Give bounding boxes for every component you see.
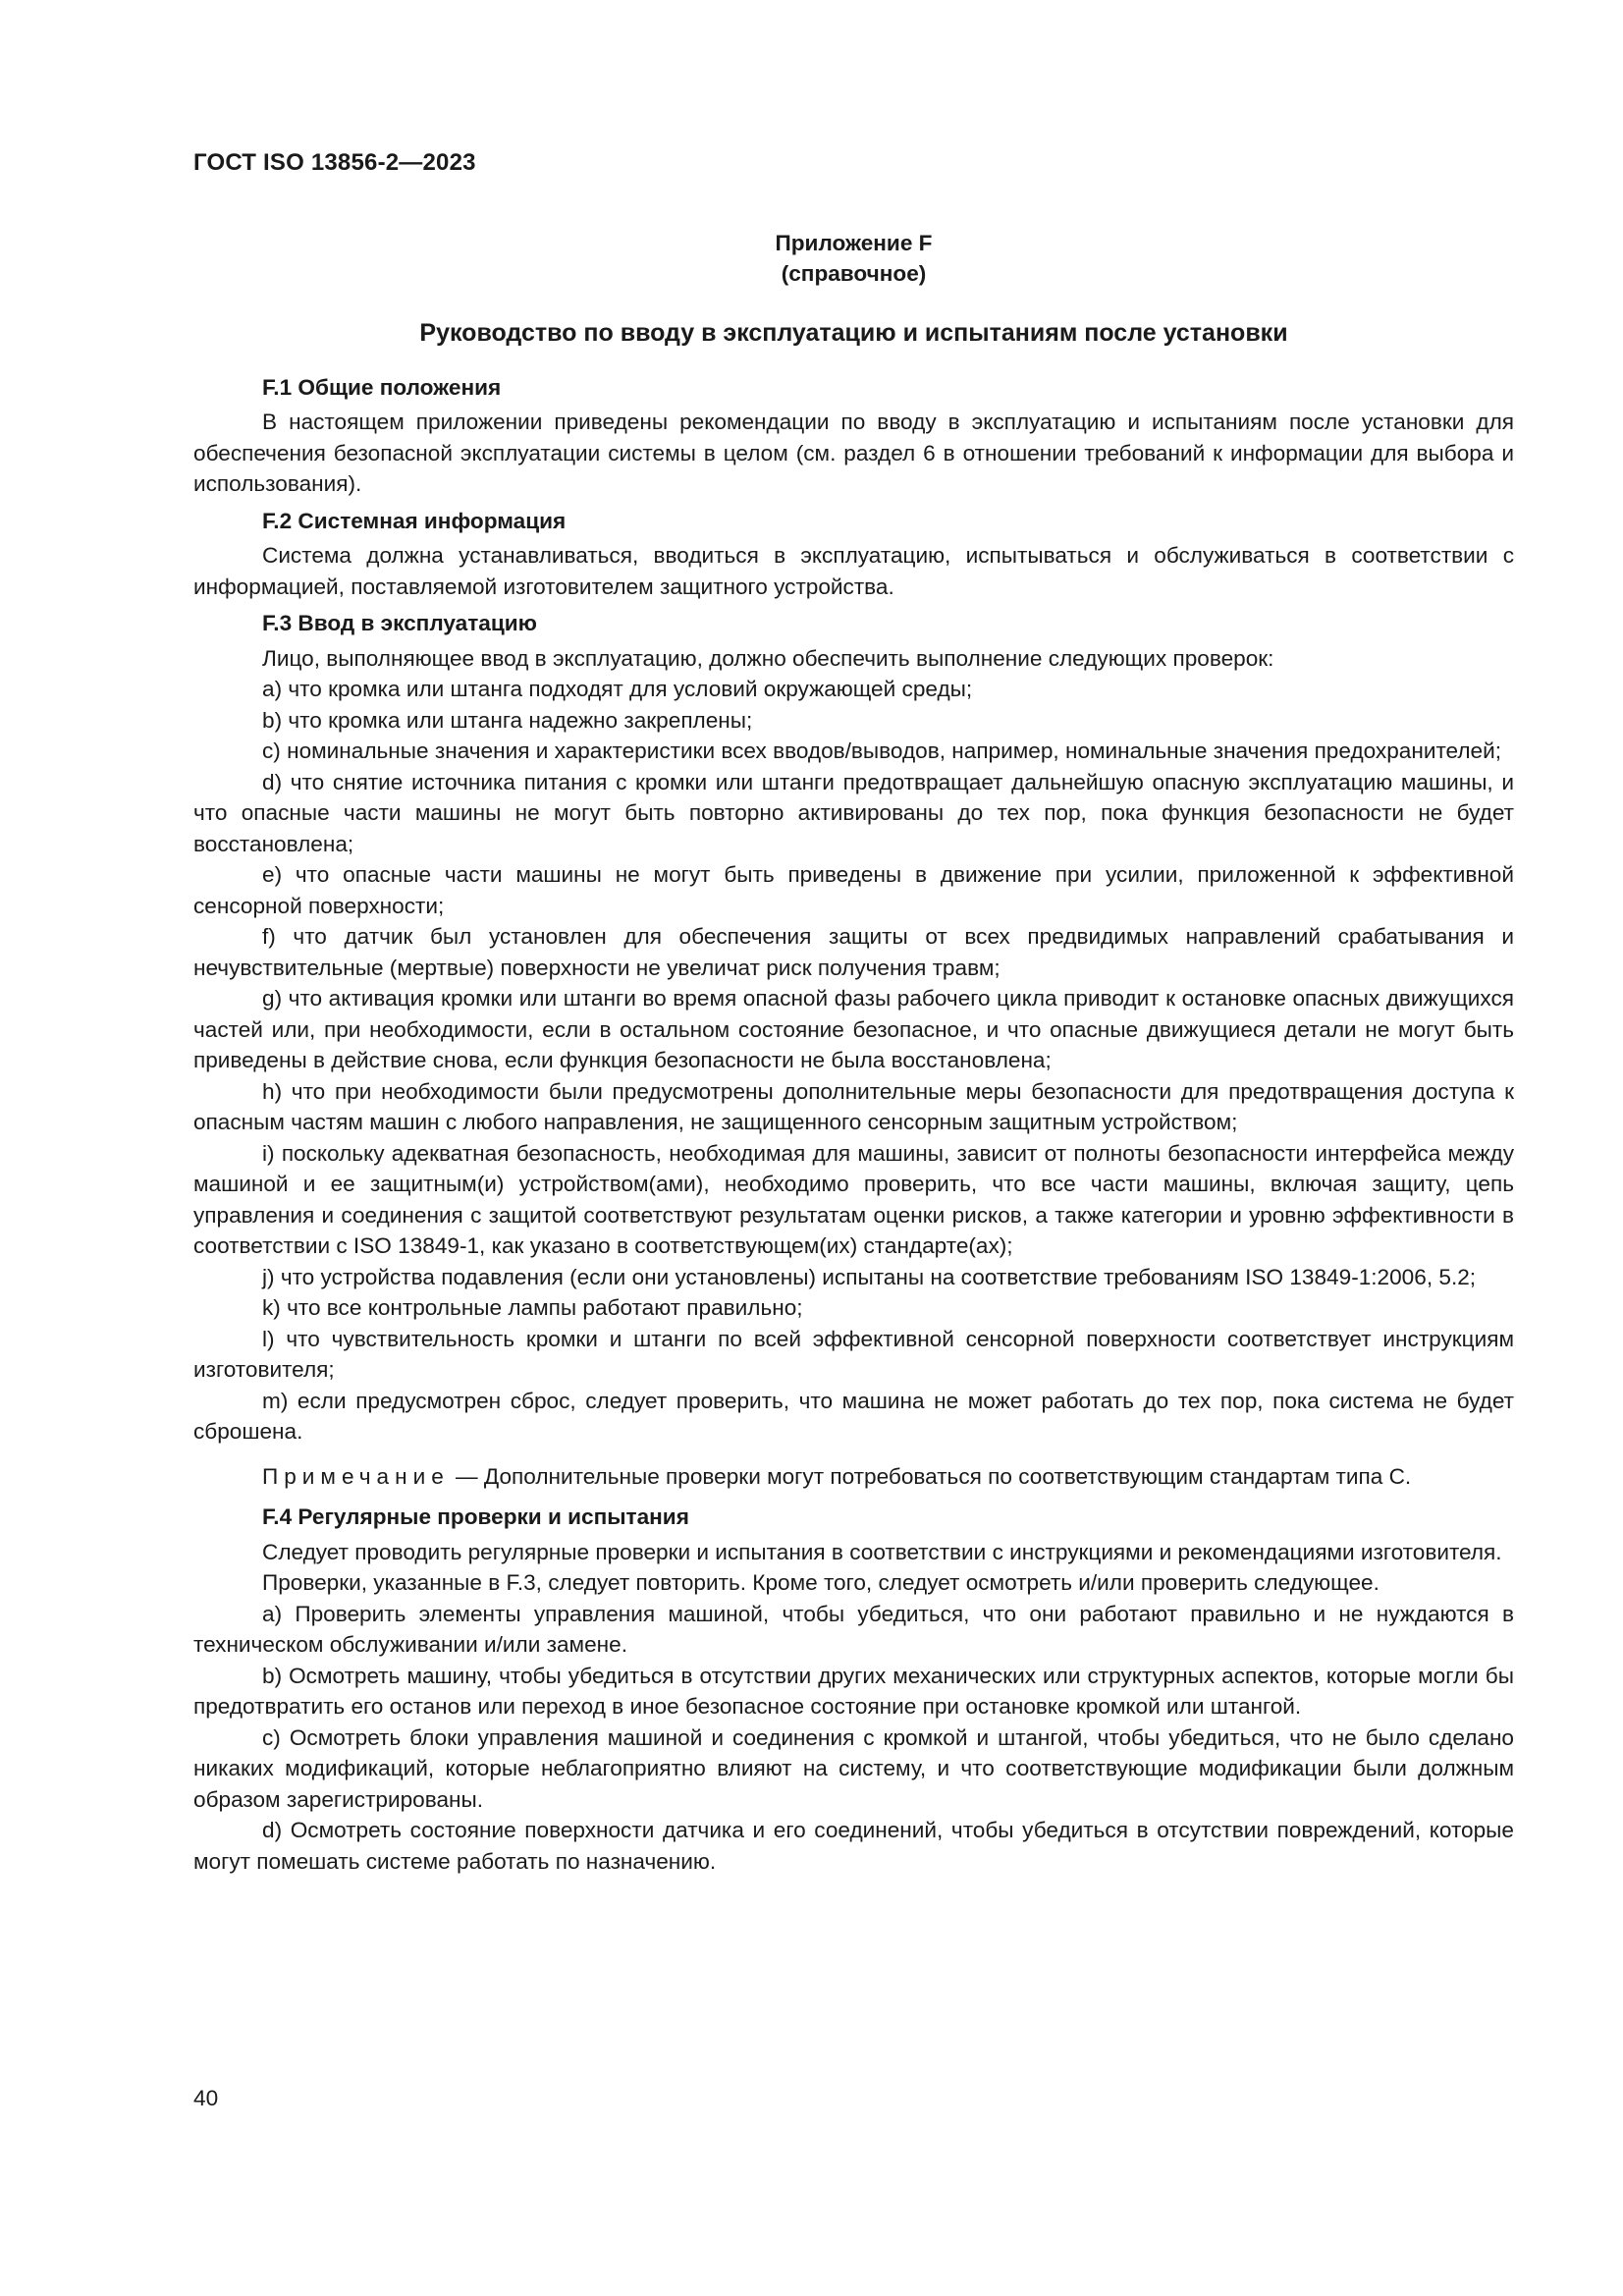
list-item: a) Проверить элементы управления машиной, чтобы убедиться, что они работают правильно и не нуждаются в техническом обслуживании и/или замене. — [193, 1601, 1514, 1657]
list-item: d) Осмотреть состояние поверхности датчика и его соединений, чтобы убедиться в отсутствии повреждений, которые могут помешать системе работать по назначению. — [193, 1818, 1514, 1874]
page-number: 40 — [193, 2086, 219, 2110]
list-item: d) что снятие источника питания с кромки или штанги предотвращает дальнейшую опасную эксплуатацию машины, и что опасные части машины не могут быть повторно активированы до тех пор, пока функция безопасности не будет восстановлена; — [193, 769, 1514, 856]
annex-title: Руководство по вводу в эксплуатацию и испытаниям после установки — [419, 319, 1288, 347]
list-item: c) Осмотреть блоки управления машиной и соединения с кромкой и штангой, чтобы убедиться, что не было сделано никаких модификаций, которые неблагоприятно влияют на систему, и что соответствующие модификации были должным образом зарегистрированы. — [193, 1724, 1514, 1812]
list-item: k) что все контрольные лампы работают правильно; — [262, 1295, 803, 1320]
list-item: h) что при необходимости были предусмотрены дополнительные меры безопасности для предотвращения доступа к опасным частям машин с любого направления, не защищенного сенсорным защитным устройством; — [193, 1078, 1514, 1134]
list-item: j) что устройства подавления (если они установлены) испытаны на соответствие требованиям ISO 13849-1:2006, 5.2; — [262, 1264, 1477, 1289]
annex-label: Приложение F — [775, 231, 933, 255]
list-item: a) что кромка или штанга подходят для условий окружающей среды; — [262, 677, 973, 701]
paragraph: Лицо, выполняющее ввод в эксплуатацию, должно обеспечить выполнение следующих проверок: — [262, 645, 1274, 671]
note — [193, 1461, 1514, 1493]
list-item: b) Осмотреть машину, чтобы убедиться в отсутствии других механических или структурных аспектов, которые могли бы предотвратить его останов или переход в иное безопасное состояние при остановке кромкой или штангой. — [193, 1663, 1514, 1719]
list-item: m) если предусмотрен сброс, следует проверить, что машина не может работать до тех пор, пока система не будет сброшена. — [193, 1388, 1514, 1444]
list-item: e) что опасные части машины не могут быть приведены в движение при усилии, приложенной к эффективной сенсорной поверхности; — [193, 862, 1514, 918]
section-title-f2: F.2 Системная информация — [262, 508, 567, 533]
list-item: l) что чувствительность кромки и штанги по всей эффективной сенсорной поверхности соответствует инструкциям изготовителя; — [193, 1326, 1514, 1382]
section-title-f3: F.3 Ввод в эксплуатацию — [262, 611, 537, 635]
list-item: g) что активация кромки или штанги во время опасной фазы рабочего цикла приводит к остановке опасных движущихся частей или, при необходимости, если в остальном состояние безопасное, и что опасные движущиеся детали не могут быть приведены в действие снова, если функция безопасности не была восстановлена; — [193, 986, 1514, 1072]
document-code-header: ГОСТ ISO 13856-2—2023 — [193, 149, 476, 176]
section-title-f4: F.4 Регулярные проверки и испытания — [262, 1504, 689, 1529]
paragraph: Следует проводить регулярные проверки и испытания в соответствии с инструкциями и рекомендациями изготовителя. — [262, 1539, 1502, 1564]
note-label: Примечание — [262, 1463, 450, 1489]
list-item: f) что датчик был установлен для обеспечения защиты от всех предвидимых направлений срабатывания и нечувствительные (мертвые) поверхности не увеличат риск получения травм; — [193, 924, 1514, 980]
list-item: b) что кромка или штанга надежно закреплены; — [262, 707, 753, 733]
paragraph: Система должна устанавливаться, вводиться в эксплуатацию, испытываться и обслуживаться в соответствии с информацией, поставляемой изготовителем защитного устройства. — [193, 543, 1514, 599]
note-text: — Дополнительные проверки могут потребоваться по соответствующим стандартам типа C. — [449, 1463, 1412, 1489]
list-item: i) поскольку адекватная безопасность, необходимая для машины, зависит от полноты безопасности интерфейса между машиной и ее защитным(и) устройством(ами), необходимо проверить, что все части машины, включая защиту, цепь управления и соединения с защитой соответствуют результатам оценки рисков, а также категории и уровню эффективности в соответствии с ISO 13849-1, как указано в соответствующем(их) стандарте(ах); — [193, 1140, 1514, 1258]
list-item: c) номинальные значения и характеристики всех вводов/выводов, например, номинальные значения предохранителей; — [262, 738, 1502, 763]
section-title-f1: F.1 Общие положения — [262, 374, 502, 400]
paragraph: Проверки, указанные в F.3, следует повторить. Кроме того, следует осмотреть и/или проверить следующее. — [262, 1570, 1380, 1595]
annex-type: (справочное) — [781, 261, 927, 286]
paragraph: В настоящем приложении приведены рекомендации по вводу в эксплуатацию и испытаниям после установки для обеспечения безопасной эксплуатации системы в целом (см. раздел 6 в отношении требований к информации для выбора и использования). — [193, 410, 1514, 496]
page-content — [193, 228, 1514, 1877]
